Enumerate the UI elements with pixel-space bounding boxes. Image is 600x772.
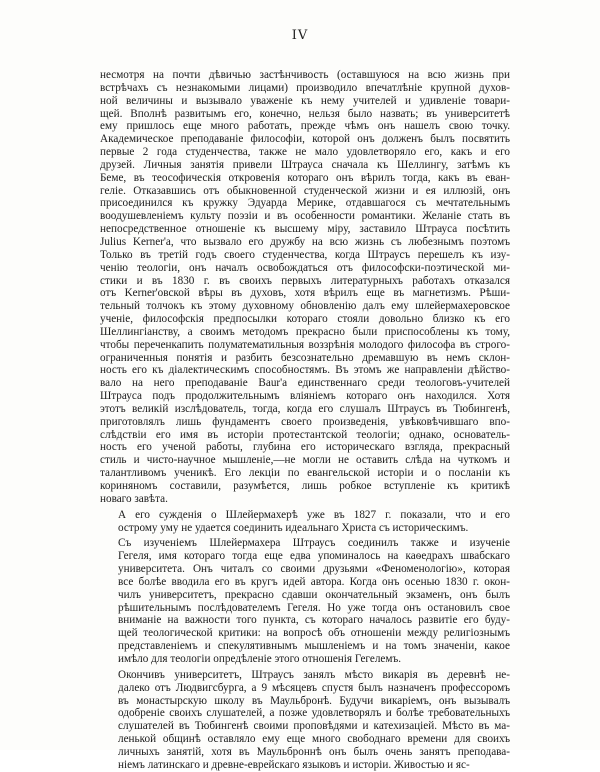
text-line: ченію теологіи, онъ началъ освобождаться отъ философски-поэтической ми- [100,261,510,274]
text-line: Беме, въ теософическія откровенія котораго онъ вѣрилъ тогда, какъ въ еван- [100,171,510,184]
text-line: отъ Kerner'овской вѣры въ духовъ, хотя вѣрилъ еще въ магнетизмъ. Рѣши- [100,287,510,300]
page-number: IV [291,28,309,43]
text-line: ной величины и вызывало уваженіе къ нему учителей и удивленіе товари- [100,94,510,107]
text-line: Окончивъ университетъ, Штраусъ занялъ мѣсто викарія въ деревнѣ не- [118,668,510,681]
text-line: чилъ университетъ, прекрасно сдавши окончательный экзаменъ, онъ былъ [118,588,510,601]
text-line: кориняномъ составили, разумѣется, лишь робкое вступленіе къ критикѣ [100,480,510,492]
text-line: слѣдствіи его имя въ исторіи протестантской теологіи; однако, основатель- [100,428,510,441]
text-line: Шеллингіанству, а своимъ методомъ прекрасно были приспособлены къ тому, [100,325,510,338]
text-line: чтобы переченкапить полуматематильныя воззрѣнія молодого философа въ строго- [100,338,510,351]
paragraph [100,69,510,506]
text-line: воодушевленіемъ культу поэзіи и въ особенности романтики. Желаніе стать въ [100,210,510,223]
text-line: Академическое преподаваніе философіи, которой онъ долженъ былъ посвятить [100,133,510,146]
text-line: друзей. Личныя занятія привели Штрауса сначала къ Шеллингу, затѣмъ къ [100,158,510,171]
text-line: все болѣе вводила его въ кругъ идей автора. Когда онъ осенью 1830 г. окон- [118,575,510,588]
text-line: ніемъ латинскаго и древне-еврейскаго языковъ и исторіи. Живостью и яс- [118,758,470,771]
text-line: рѣшительнымъ послѣдователемъ Гегеля. Но уже тогда онъ остановилъ свое [118,601,510,614]
text-line: талантливомъ ученикѣ. Его лекціи по евангельской исторіи и о посланіи къ [100,467,510,480]
text-line: острому уму не удается соединить идеальнаго Христа съ историческимъ. [118,521,469,534]
text-line: ность его ученой работы, глубина его историческаго взгляда, прекрасный [100,441,510,454]
text-line: Julius Kerner'a, что вызвало его дружбу на всю жизнь съ любезнымъ поэтомъ [100,235,510,248]
text-line: первые 2 года студенчества, также не мало удовлетворяло его, какъ и его [100,146,510,159]
text-line: щей теологической критики: на вопросѣ объ отношеніи между религіознымъ [118,627,510,640]
text-line: ученіе, философскія предпосылки котораго стояли довольно близко къ его [100,313,510,326]
text-line: геліе. Отказавшись отъ обыкновенной студенческой жизни и ея иллюзій, онъ [100,184,510,197]
text-line: ему пришлось еще много работать, прежде чѣмъ онъ нашелъ свою точку. [100,120,510,133]
text-line: далеко отъ Людвигсбурга, а 9 мѣсяцевъ спустя былъ назначенъ профессоромъ [118,681,510,694]
text-line: слушателей въ Тюбингенѣ своими проповѣдями и катехизаціей. Мѣсто въ ма- [118,720,510,733]
text-line: Только въ третій годъ своего студенчества, когда Штраусъ перешелъ къ изу- [100,248,510,261]
text-line: Гегеля, имя котораго тогда еще едва упоминалось на каѳедрахъ швабскаго [118,550,510,563]
text-line: въ монастырскую школу въ Маульбронѣ. Будучи викаріемъ, онъ вызывалъ [118,694,510,707]
body-text [100,69,510,772]
text-line: непосредственное отношеніе къ высшему міру, заставило Штрауса посѣтить [100,223,510,236]
text-line: А его сужденія о Шлейермахерѣ уже въ 1827 г. показали, что и его [118,508,510,521]
text-line: новаго завѣта. [100,492,168,505]
paragraph [100,537,510,665]
text-line: ленькой общинѣ оставляло ему еще много свободнаго времени для своихъ [118,733,510,746]
text-line: присоединился къ кружку Эдуарда Мерике, отдавшагося съ мечтательнымъ [100,197,510,210]
text-line: Штрауса подъ продолжительнымъ вліяніемъ котораго онъ находился. Хотя [100,390,510,403]
text-line: встрѣчахъ съ незнакомыми лицами) производило впечатлѣніе крупной духов- [100,81,510,94]
text-line: университета. Онъ читалъ со своими друзьями «Феноменологію», которая [118,563,510,576]
text-line: стики и въ 1830 г. въ своихъ первыхъ литературныхъ работахъ отказался [100,274,510,287]
text-line: ограниченныя понятія и разбить безсознательно дремавшую въ немъ склон- [100,351,510,364]
paragraph [100,509,510,535]
text-line: тельный толчокъ къ этому духовному обновленію далъ ему шлейермахеровское [100,300,510,313]
text-line: вало на него преподаваніе Baur'a единственнаго среди теологовъ-учителей [100,377,510,390]
text-line: щей. Вполнѣ развитымъ его, конечно, нельзя было назвать; въ университетѣ [100,107,510,120]
text-line: приготовлялъ лишь фундаментъ своего произведенія, увѣковѣчившаго впо- [100,415,510,428]
text-line: имѣло для теологіи опредѣленіе этого отношенія Гегелемъ. [118,652,402,665]
text-line: стиль и чисто-научное мышленіе,—не могли не оставить слѣда на чуткомъ и [100,454,510,467]
text-line: одобреніе своихъ слушателей, а позже удовлетворялъ и болѣе требовательныхъ [118,707,510,720]
text-line: этотъ великій изслѣдователь, тогда, когда его слушалъ Штраусъ въ Тюбингенѣ, [100,402,510,415]
text-line: представленіемъ и спекулятивнымъ мышленіемъ и на томъ значеніи, какое [118,640,510,653]
text-line: личныхъ занятій, хотя въ Маульброннѣ онъ былъ очень занятъ преподава- [118,745,510,758]
text-line: вниманіе на важности того пункта, съ котораго началось развитіе его буду- [118,614,510,627]
paragraph [100,669,510,772]
text-line: ность его къ діалектическимъ способностямъ. Въ этомъ же направленіи дѣйство- [100,364,510,377]
text-line: Съ изученіемъ Шлейермахера Штраусъ соединилъ также и изученіе [118,537,510,550]
text-line: несмотря на почти дѣвичью застѣнчивость (оставшуюся на всю жизнь при [100,69,510,81]
